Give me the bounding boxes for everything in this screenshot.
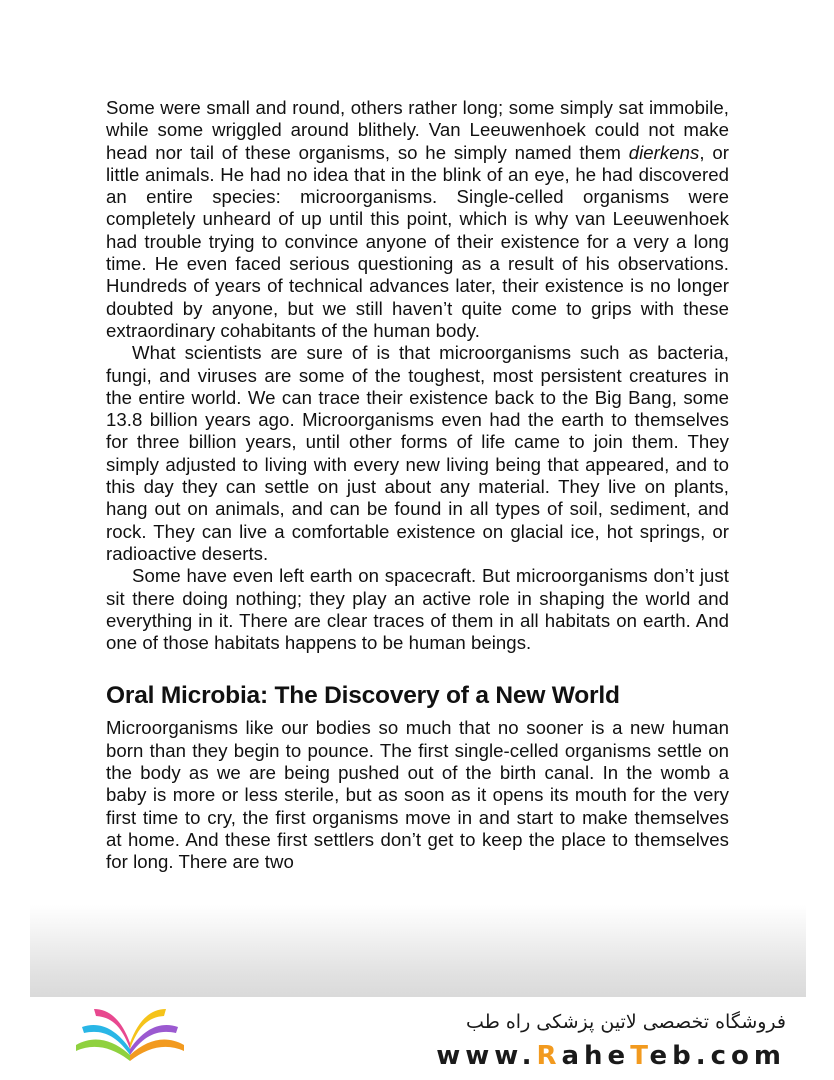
- open-book-logo-icon: [72, 1005, 188, 1069]
- section-heading: Oral Microbia: The Discovery of a New World: [106, 682, 620, 710]
- store-name: فروشگاه تخصصی لاتین پزشکی راه طب: [466, 1011, 786, 1033]
- bottom-fade-overlay: [30, 905, 806, 997]
- url-part-www: www.: [436, 1041, 537, 1071]
- paragraph-1-end: , or little animals. He had no idea that in the blink of an eye, he had discovered an entire species: microorganisms. Single-celled organisms were completely unheard of up until this point, which is why van Leeuwenhoek had trouble trying to convince anyone of their existence for a very a long time. He even faced serious questioning as a result of his observations. Hundreds of years of technical advances later, their existence is no longer doubted by anyone, but we still haven’t quite come to grips with these extraordinary cohabitants of the human body.: [106, 141, 729, 341]
- footer-watermark: [0, 997, 834, 1080]
- url-part-eb: eb.com: [649, 1041, 786, 1071]
- paragraph-2: What scientists are sure of is that microorganisms such as bacteria, fungi, and viruses are some of the toughest, most persistent creatures in the entire world. We can trace their existence back to the Big Bang, some 13.8 billion years ago. Microorganisms even had the earth to themselves for three billion years, until other forms of life came to join them. They simply adjusted to living with every new living being that appeared, and to this day they can settle on just about any material. They live on plants, hang out on animals, and can be found in all types of soil, sediment, and rock. They can live a comfortable existence on glacial ice, hot springs, or radioactive deserts.: [106, 342, 729, 564]
- italic-term: dierkens: [628, 141, 700, 163]
- url-part-ahe: ahe: [561, 1041, 631, 1071]
- section-paragraph-1: Microorganisms like our bodies so much that no sooner is a new human born than they begin to pounce. The first single-celled organisms settle on the body as we are being pushed out of the birth canal. In the womb a baby is more or less sterile, but as soon as it opens its mouth for the very first time to cry, the first organisms move in and start to make themselves at home. And these first settlers don’t get to keep the place to themselves for long. There are two: [106, 717, 729, 873]
- paragraph-1: [106, 97, 729, 342]
- url-part-r: R: [536, 1041, 562, 1071]
- store-url: [436, 1041, 786, 1071]
- paragraph-3: Some have even left earth on spacecraft. But microorganisms don’t just sit there doing nothing; they play an active role in shaping the world and everything in it. There are clear traces of them in all habitats on earth. And one of those habitats happens to be human beings.: [106, 565, 729, 654]
- body-text: [106, 97, 729, 874]
- paragraph-1-start: Some were small and round, others rather long; some simply sat immobile, while some wriggled around blithely. Van Leeuwenhoek could not make head nor tail of these organisms, so he simply named them: [106, 97, 729, 163]
- url-part-t: T: [630, 1041, 650, 1071]
